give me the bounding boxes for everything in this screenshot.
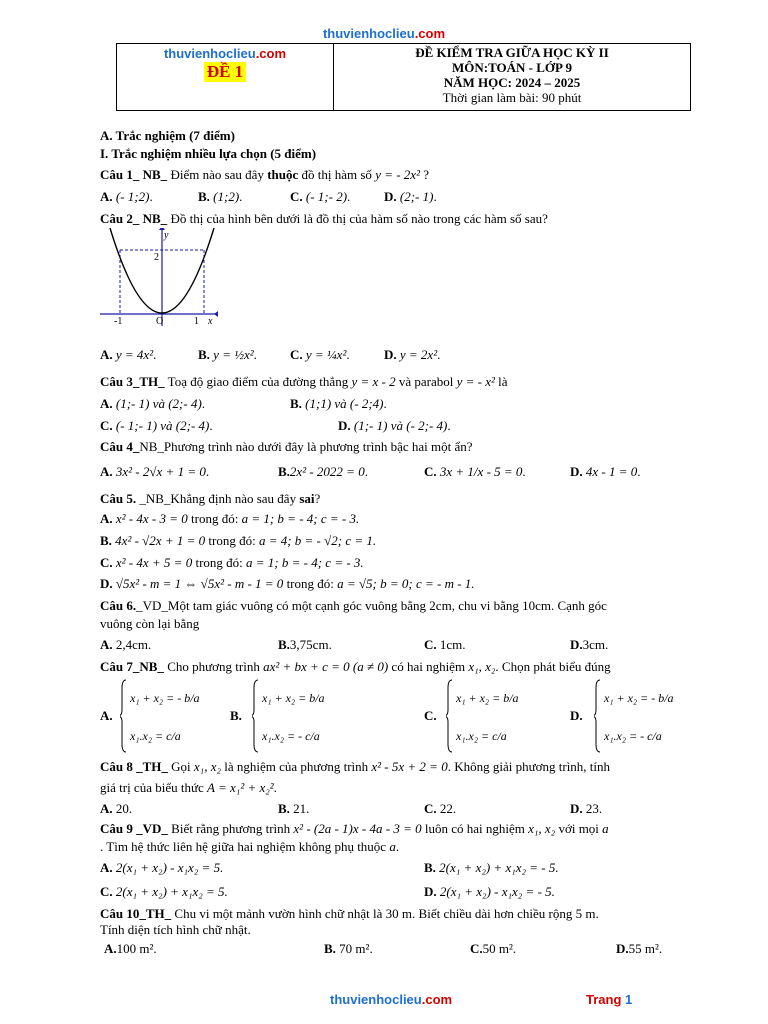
q1-option-b[interactable]: B. (1;2). <box>198 189 243 204</box>
q5-option-a[interactable]: A. x² - 4x - 3 = 0 trong đó: a = 1; b = - 4; c = - 3. <box>100 511 360 526</box>
question-6: Câu 6._VD_Một tam giác vuông có một cạnh góc vuông bằng 2cm, chu vi bằng 10cm. Cạnh góc <box>100 598 607 613</box>
question-10: Câu 10_TH_ Chu vi một mảnh vườn hình chữ nhật là 30 m. Biết chiều dài hơn chiều rộng 5 m. <box>100 906 599 921</box>
site-brand-header: thuvienhoclieu.com <box>163 46 287 61</box>
q8-option-b[interactable]: B. 21. <box>278 801 310 816</box>
q1-option-c[interactable]: C. (- 1;- 2). <box>290 189 351 204</box>
q10-option-c[interactable]: C.50 m². <box>470 941 517 956</box>
page-number: Trang 1 <box>586 992 633 1007</box>
q8-option-a[interactable]: A. 20. <box>100 801 133 816</box>
q1-option-a[interactable]: A. (- 1;2). <box>100 189 153 204</box>
exam-code: ĐỀ 1 <box>204 62 246 82</box>
site-brand-top: thuvienhoclieu.com <box>322 26 446 41</box>
graph-x-tick-pos: 1 <box>194 316 199 327</box>
q10-option-d[interactable]: D.55 m². <box>616 941 663 956</box>
q1-option-d[interactable]: D. (2;- 1). <box>384 189 437 204</box>
q4-option-a[interactable]: A. 3x² - 2√x + 1 = 0. <box>100 464 210 479</box>
q5-option-d[interactable]: D. √5x² - m = 1 ⇔ √5x² - m - 1 = 0 trong đó: a = √5; b = 0; c = - m - 1. <box>100 576 475 591</box>
q6-option-a[interactable]: A. 2,4cm. <box>100 637 152 652</box>
graph-x-tick-neg: -1 <box>114 316 123 327</box>
section-a-heading: A. Trắc nghiệm (7 điểm) <box>100 128 235 143</box>
question-4: Câu 4_NB_Phương trình nào dưới đây là phương trình bậc hai một ẩn? <box>100 439 473 454</box>
q4-option-b[interactable]: B.2x² - 2022 = 0. <box>278 464 368 479</box>
exam-time: Thời gian làm bài: 90 phút <box>442 90 582 105</box>
svg-text:x₁ + x₂ = - b/a: x₁ + x₂ = - b/a <box>604 691 674 705</box>
question-5: Câu 5. _NB_Khẳng định nào sau đây sai? <box>100 491 321 506</box>
q2-option-b[interactable]: B. y = ½x². <box>198 347 257 362</box>
graph-x-label: x <box>208 316 213 327</box>
q5-option-b[interactable]: B. 4x² - √2x + 1 = 0 trong đó: a = 4; b = - √2; c = 1. <box>100 533 377 548</box>
q4-option-d[interactable]: D. 4x - 1 = 0. <box>570 464 641 479</box>
q8-option-d[interactable]: D. 23. <box>570 801 603 816</box>
q6-option-b[interactable]: B.3,75cm. <box>278 637 332 652</box>
exam-title: ĐỀ KIỂM TRA GIỮA HỌC KỲ II <box>415 45 609 60</box>
q2-option-c[interactable]: C. y = ¼x². <box>290 347 350 362</box>
header-left-cell <box>117 44 334 110</box>
q2-option-d[interactable]: D. y = 2x². <box>384 347 441 362</box>
question-8-cont: giá trị của biểu thức A = x₁² + x₂². <box>100 780 277 795</box>
svg-text:x₁.x₂ = c/a: x₁.x₂ = c/a <box>456 729 507 743</box>
q8-option-c[interactable]: C. 22. <box>424 801 457 816</box>
question-3: Câu 3_TH_ Toạ độ giao điểm của đường thẳng y = x - 2 và parabol y = - x² là <box>100 374 508 389</box>
question-6-cont: vuông còn lại bằng <box>100 616 200 631</box>
site-brand-footer: thuvienhoclieu.com <box>330 992 453 1007</box>
exam-subject: MÔN:TOÁN - LỚP 9 <box>451 60 572 75</box>
q3-option-b[interactable]: B. (1;1) và (- 2;4). <box>290 396 387 411</box>
svg-text:x₁ + x₂ = b/a: x₁ + x₂ = b/a <box>262 691 325 705</box>
q7-option-c-letter[interactable]: C. <box>424 708 437 723</box>
q6-option-c[interactable]: C. 1cm. <box>424 637 466 652</box>
q7-option-b-letter[interactable]: B. <box>230 708 242 723</box>
q7-option-d-letter[interactable]: D. <box>570 708 583 723</box>
question-1: Câu 1_ NB_ Điểm nào sau đây thuộc đồ thị hàm số y = - 2x² ? <box>100 167 430 182</box>
parabola-graph <box>100 228 220 328</box>
q3-option-c[interactable]: C. (- 1;- 1) và (2;- 4). <box>100 418 213 433</box>
svg-text:x₁ + x₂ = b/a: x₁ + x₂ = b/a <box>456 691 519 705</box>
q7-option-a[interactable] <box>120 678 210 754</box>
question-8: Câu 8 _TH_ Gọi x₁, x₂ là nghiệm của phương trình x² - 5x + 2 = 0. Không giải phương trình, tính <box>100 759 611 774</box>
q10-option-a[interactable]: A.100 m². <box>104 941 157 956</box>
svg-text:x₁.x₂ = c/a: x₁.x₂ = c/a <box>130 729 181 743</box>
q9-option-a[interactable]: A. 2(x₁ + x₂) - x₁x₂ = 5. <box>100 860 224 875</box>
svg-text:x₁.x₂ = - c/a: x₁.x₂ = - c/a <box>262 729 320 743</box>
exam-year: NĂM HỌC: 2024 – 2025 <box>443 75 581 90</box>
question-10-cont: Tính diện tích hình chữ nhật. <box>100 922 251 937</box>
q3-option-a[interactable]: A. (1;- 1) và (2;- 4). <box>100 396 206 411</box>
q9-option-c[interactable]: C. 2(x₁ + x₂) + x₁x₂ = 5. <box>100 884 228 899</box>
q4-option-c[interactable]: C. 3x + 1/x - 5 = 0. <box>424 464 526 479</box>
q10-option-b[interactable]: B. 70 m². <box>324 941 373 956</box>
q3-option-d[interactable]: D. (1;- 1) và (- 2;- 4). <box>338 418 451 433</box>
svg-text:x₁ + x₂ = - b/a: x₁ + x₂ = - b/a <box>130 691 200 705</box>
svg-text:x₁.x₂ = - c/a: x₁.x₂ = - c/a <box>604 729 662 743</box>
question-7: Câu 7_NB_ Cho phương trình ax² + bx + c = 0 (a ≠ 0) có hai nghiệm x₁, x₂. Chọn phát biểu đúng <box>100 659 611 674</box>
q5-option-c[interactable]: C. x² - 4x + 5 = 0 trong đó: a = 1; b = - 4; c = - 3. <box>100 555 364 570</box>
q6-option-d[interactable]: D.3cm. <box>570 637 609 652</box>
q7-option-d[interactable] <box>594 678 684 754</box>
question-9: Câu 9 _VD_ Biết rằng phương trình x² - (2a - 1)x - 4a - 3 = 0 luôn có hai nghiệm x₁, x₂ với mọi a <box>100 821 609 836</box>
exam-header <box>116 43 691 111</box>
q2-option-a[interactable]: A. y = 4x². <box>100 347 157 362</box>
question-9-cont: . Tìm hệ thức liên hệ giữa hai nghiệm không phụ thuộc a. <box>100 839 400 854</box>
graph-y-label: y <box>164 230 169 241</box>
graph-y-tick: 2 <box>154 252 159 263</box>
q9-option-b[interactable]: B. 2(x₁ + x₂) + x₁x₂ = - 5. <box>424 860 559 875</box>
q9-option-d[interactable]: D. 2(x₁ + x₂) - x₁x₂ = - 5. <box>424 884 555 899</box>
q7-option-c[interactable] <box>446 678 536 754</box>
q7-option-a-letter[interactable]: A. <box>100 708 113 723</box>
section-i-heading: I. Trắc nghiệm nhiều lựa chọn (5 điểm) <box>100 146 317 161</box>
graph-origin: O <box>156 316 164 327</box>
q7-option-b[interactable] <box>252 678 342 754</box>
header-right-cell <box>334 44 690 105</box>
question-2: Câu 2_ NB_ Đồ thị của hình bên dưới là đồ thị của hàm số nào trong các hàm số sau? <box>100 211 548 226</box>
